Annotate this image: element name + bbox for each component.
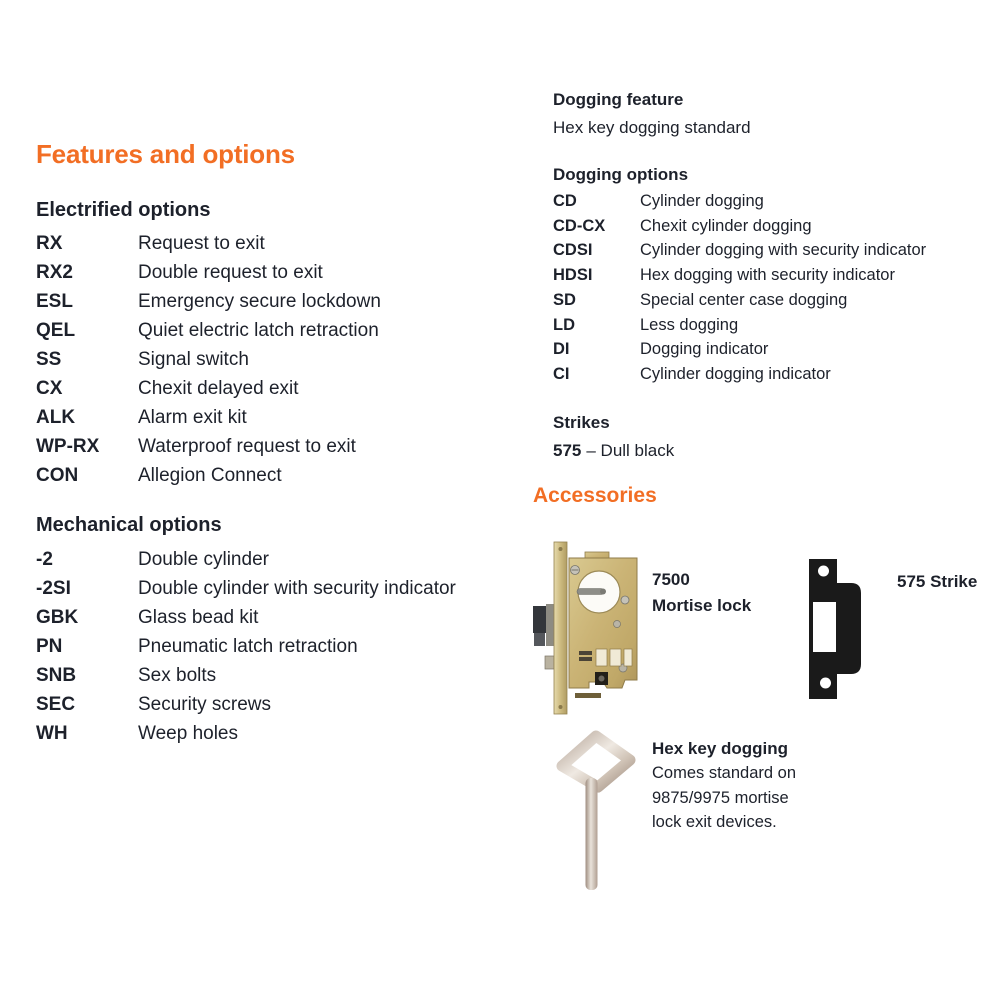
option-description: Cylinder dogging — [640, 192, 764, 210]
option-code: QEL — [36, 320, 76, 341]
dogging-feature-body: Hex key dogging standard — [553, 118, 751, 137]
option-row — [553, 263, 926, 288]
option-row — [36, 287, 381, 316]
option-description: Emergency secure lockdown — [138, 291, 381, 312]
option-code: CI — [553, 364, 570, 383]
option-row — [36, 258, 381, 287]
option-row — [36, 574, 456, 603]
option-code: WP-RX — [36, 436, 100, 457]
option-code: ESL — [36, 291, 73, 312]
option-description: Less dogging — [640, 315, 739, 334]
option-description: Cylinder dogging with security indicator — [640, 241, 927, 260]
hex-key-line: Comes standard on — [652, 764, 796, 782]
option-row — [36, 374, 381, 403]
option-row — [553, 313, 926, 338]
strike-finish: – Dull black — [586, 441, 675, 460]
option-code: SD — [553, 290, 576, 309]
mortise-lock-name: Mortise lock — [652, 596, 752, 615]
option-description: Quiet electric latch retraction — [138, 320, 379, 341]
option-code: SEC — [36, 694, 76, 715]
option-description: Double cylinder — [138, 549, 269, 570]
mortise-lock-image — [533, 538, 643, 718]
option-description: Allegion Connect — [138, 465, 282, 486]
option-description: Sex bolts — [138, 665, 217, 686]
option-description: Alarm exit kit — [138, 407, 247, 428]
option-code: WH — [36, 723, 68, 744]
option-row — [36, 432, 381, 461]
mechanical-options-list — [36, 545, 456, 748]
option-code: -2SI — [36, 578, 71, 599]
option-description: Glass bead kit — [138, 607, 259, 628]
option-description: Cylinder dogging indicator — [640, 364, 831, 383]
option-code: ALK — [36, 407, 76, 428]
option-row — [36, 690, 456, 719]
option-code: HDSI — [553, 266, 593, 285]
option-code: SS — [36, 349, 62, 370]
strike-code: 575 — [553, 441, 582, 460]
option-description: Security screws — [138, 694, 272, 715]
dogging-options-heading: Dogging options — [553, 165, 689, 184]
dogging-options-list — [553, 189, 926, 387]
option-code: CD-CX — [553, 216, 606, 235]
option-row — [553, 238, 926, 263]
option-row — [36, 461, 381, 490]
option-row — [553, 337, 926, 362]
option-row — [36, 403, 381, 432]
strikes-entry — [553, 441, 674, 461]
option-row — [553, 214, 926, 239]
option-code: PN — [36, 636, 63, 657]
hex-key-label — [652, 736, 832, 835]
option-description: Chexit cylinder dogging — [640, 216, 812, 235]
option-description: Weep holes — [138, 723, 238, 744]
option-row — [36, 719, 456, 748]
option-row — [553, 362, 926, 387]
dogging-feature-heading: Dogging feature — [553, 90, 684, 109]
option-description: Chexit delayed exit — [138, 378, 299, 399]
option-description: Dogging indicator — [640, 340, 769, 359]
strikes-heading: Strikes — [553, 413, 610, 432]
option-row — [36, 661, 456, 690]
option-code: DI — [553, 340, 570, 359]
strike-label: 575 Strike — [897, 572, 978, 591]
option-description: Waterproof request to exit — [138, 436, 356, 457]
hex-key-title: Hex key dogging — [652, 739, 789, 758]
option-code: GBK — [36, 607, 79, 628]
page-title: Features and options — [36, 139, 295, 169]
option-description: Double request to exit — [138, 262, 323, 283]
accessories-heading: Accessories — [533, 484, 657, 507]
mechanical-options-heading: Mechanical options — [36, 514, 222, 536]
option-row — [36, 229, 381, 258]
option-code: CD — [553, 192, 577, 210]
option-description: Hex dogging with security indicator — [640, 266, 895, 285]
mortise-lock-model: 7500 — [652, 570, 690, 589]
hex-key-image — [552, 726, 642, 894]
hex-key-line: lock exit devices. — [652, 813, 777, 831]
option-row — [553, 189, 926, 214]
option-code: RX2 — [36, 262, 73, 283]
option-row — [36, 345, 381, 374]
option-code: -2 — [36, 549, 53, 570]
option-description: Request to exit — [138, 233, 265, 254]
option-row — [36, 603, 456, 632]
option-description: Double cylinder with security indicator — [138, 578, 456, 599]
electrified-options-list — [36, 229, 381, 490]
option-row — [36, 316, 381, 345]
mortise-lock-label — [652, 567, 751, 619]
electrified-options-heading: Electrified options — [36, 199, 211, 221]
option-row — [553, 288, 926, 313]
option-description: Signal switch — [138, 349, 249, 370]
option-row — [36, 545, 456, 574]
option-code: SNB — [36, 665, 77, 686]
hex-key-line: 9875/9975 mortise — [652, 788, 789, 807]
option-code: CDSI — [553, 241, 593, 260]
option-row — [36, 632, 456, 661]
strike-plate-image — [806, 557, 864, 702]
option-description: Pneumatic latch retraction — [138, 636, 358, 657]
option-code: CX — [36, 378, 63, 399]
option-description: Special center case dogging — [640, 290, 848, 309]
option-code: CON — [36, 465, 79, 486]
option-code: LD — [553, 315, 575, 334]
option-code: RX — [36, 233, 63, 254]
